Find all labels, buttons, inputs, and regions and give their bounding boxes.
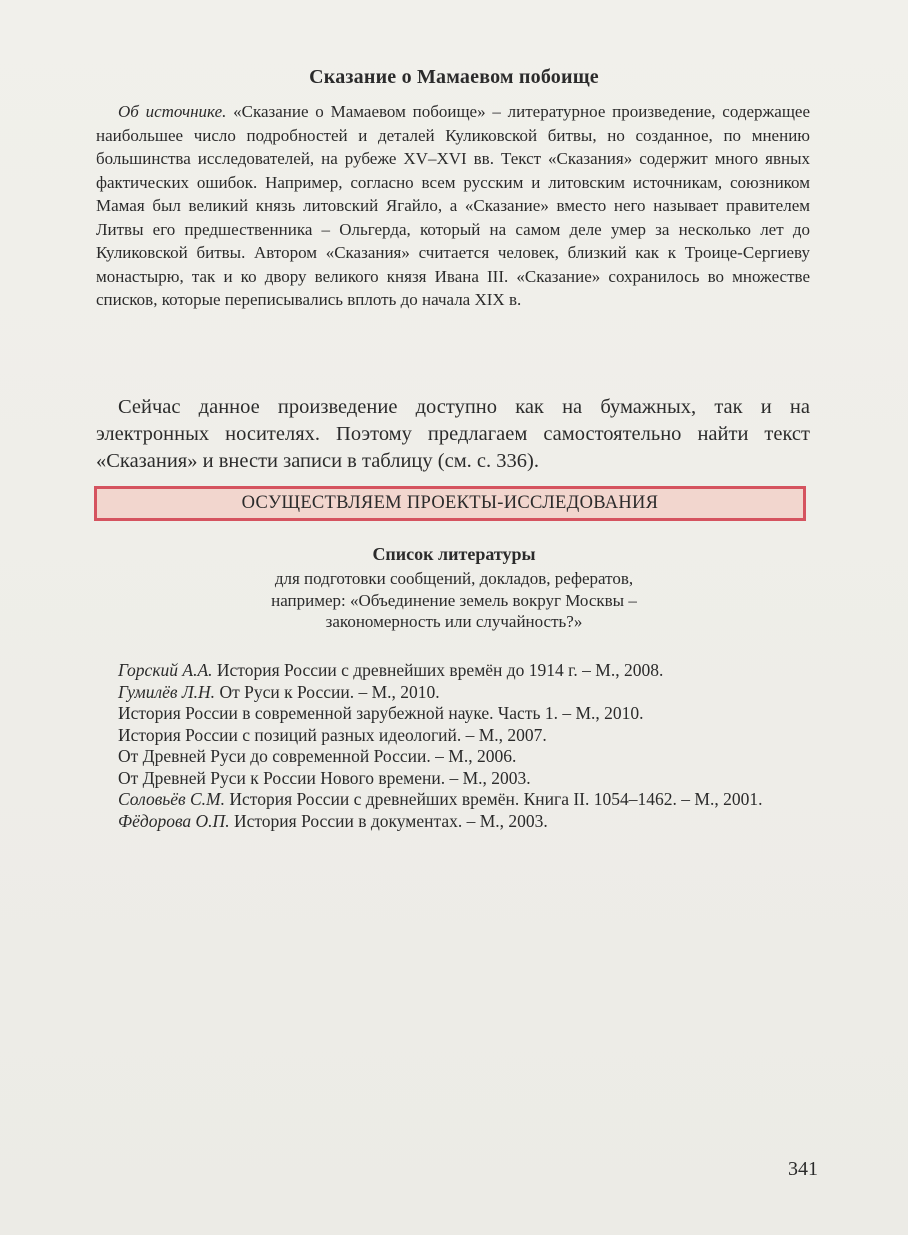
literature-subtitle-line: для подготовки сообщений, докладов, рефератов, xyxy=(274,569,634,588)
bibliography-entry xyxy=(96,682,810,704)
literature-subtitle-line: например: «Объединение земель вокруг Москвы – xyxy=(271,590,637,610)
bibliography-entry xyxy=(96,789,810,811)
bibliography-entry xyxy=(96,768,810,790)
literature-subtitle xyxy=(0,568,908,633)
entry-text: История России в документах. – М., 2003. xyxy=(229,810,548,831)
bibliography-list xyxy=(96,660,810,832)
literature-title: Список литературы xyxy=(372,544,536,564)
bibliography-entry xyxy=(96,811,810,833)
entry-author: Гумилёв Л.Н. xyxy=(118,681,216,702)
source-paragraph xyxy=(96,100,810,312)
bibliography-entry xyxy=(96,746,810,768)
entry-text: От Древней Руси к России Нового времени. – М., 2003. xyxy=(118,767,531,788)
source-lead: Об источнике. xyxy=(118,102,227,121)
entry-author: Соловьёв С.М. xyxy=(118,789,225,809)
source-text: «Сказание о Мамаевом побоище» – литературное произведение, содержащее наибольшее число подробностей и деталей Куликовской битвы, но созданное, по мнению большинства исследователей, на рубеже XV–XVI вв. Текст «Сказания» содержит много явных фактических ошибок. Например, согласно всем русским и литовским источникам, союзником Мамая был великий князь литовский Ягайло, а «Сказание» вместо него называет правителем Литвы его предшественника – Ольгерда, который на самом деле умер за несколько лет до Куликовской битвы. Автором «Сказания» считается человек, близкий как к Троице-Сергиеву монастырю, так и ко двору великого князя Ивана III. «Сказание» сохранилось во множестве списков, которые переписывались вплоть до начала XIX в. xyxy=(96,102,810,309)
page-number: 341 xyxy=(788,1158,818,1180)
section-banner: ОСУЩЕСТВЛЯЕМ ПРОЕКТЫ-ИССЛЕДОВАНИЯ xyxy=(94,486,806,521)
entry-author: Фёдорова О.П. xyxy=(118,810,230,831)
section-title: Сказание о Мамаевом побоище xyxy=(309,66,599,88)
task-paragraph: Сейчас данное произведение доступно как на бумажных, так и на электронных носителях. Поэтому предлагаем самостоятельно найти текст «Сказания» и внести записи в таблицу (см. с. 336). xyxy=(96,396,810,472)
bibliography-entry xyxy=(96,660,810,682)
entry-text: История России с древнейших времён. Книга II. 1054–1462. – М., 2001. xyxy=(225,789,763,809)
entry-text: От Руси к России. – М., 2010. xyxy=(215,681,440,702)
bibliography-entry xyxy=(96,703,810,725)
literature-subtitle-line: закономерность или случайность?» xyxy=(325,612,583,631)
entry-text: История России с позиций разных идеологий. – М., 2007. xyxy=(118,724,547,745)
entry-text: История России в современной зарубежной науке. Часть 1. – М., 2010. xyxy=(118,703,644,723)
entry-author: Горский А.А. xyxy=(118,660,213,680)
entry-text: История России с древнейших времён до 1914 г. – М., 2008. xyxy=(212,660,664,680)
bibliography-entry xyxy=(96,725,810,747)
entry-text: От Древней Руси до современной России. – М., 2006. xyxy=(118,746,517,766)
